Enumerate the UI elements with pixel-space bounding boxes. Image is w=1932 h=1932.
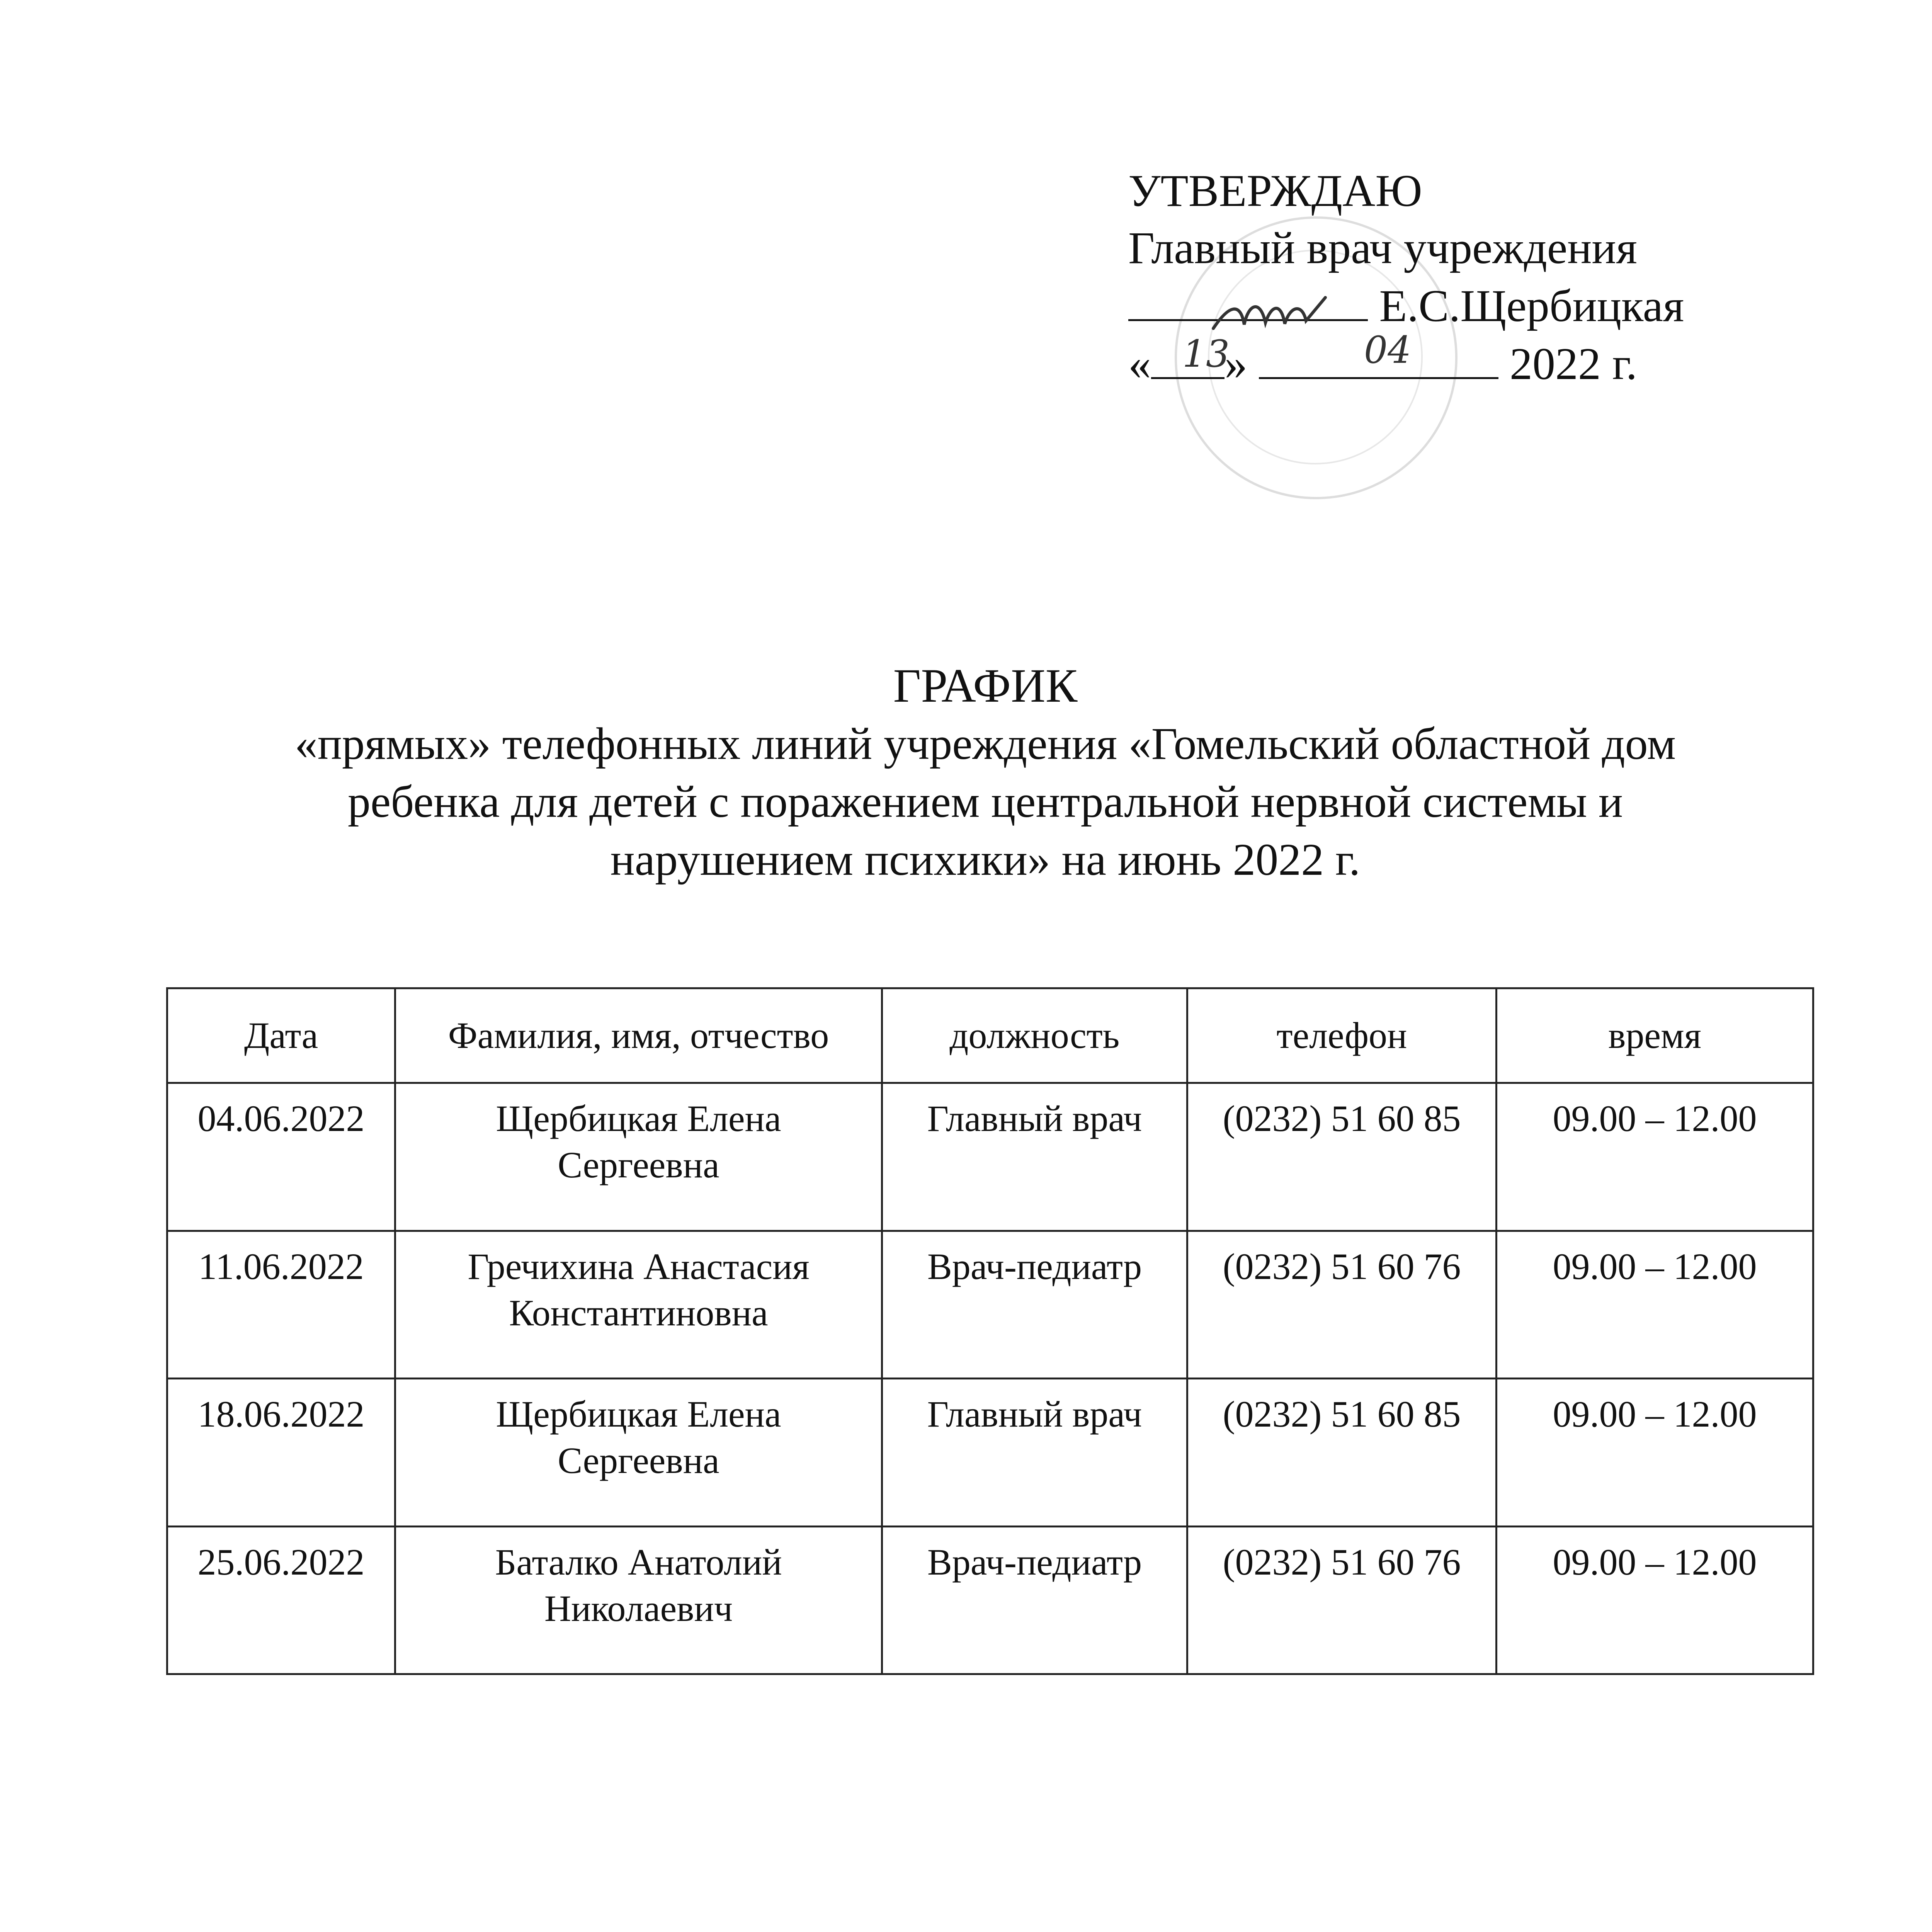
document-title [232, 657, 1739, 889]
name-line-2: Николаевич [544, 1587, 733, 1629]
name-line-2: Константиновна [509, 1292, 768, 1333]
cell-name [395, 1379, 882, 1527]
table-row [167, 1083, 1813, 1231]
cell-name [395, 1083, 882, 1231]
name-line-1: Щербицкая Елена [496, 1393, 781, 1435]
table-row [167, 1379, 1813, 1527]
header-date: Дата [167, 988, 395, 1083]
cell-time: 09.00 – 12.00 [1497, 1526, 1813, 1674]
cell-phone: (0232) 51 60 76 [1187, 1231, 1497, 1379]
cell-time: 09.00 – 12.00 [1497, 1231, 1813, 1379]
cell-position: Врач-педиатр [882, 1526, 1187, 1674]
title-line-2: «прямых» телефонных линий учреждения «Гомельский областной дом [294, 718, 1676, 769]
header-name: Фамилия, имя, отчество [395, 988, 882, 1083]
table-header-row [167, 988, 1813, 1083]
name-line-1: Баталко Анатолий [495, 1541, 782, 1583]
cell-name [395, 1231, 882, 1379]
cell-phone: (0232) 51 60 85 [1187, 1083, 1497, 1231]
cell-date: 18.06.2022 [167, 1379, 395, 1527]
cell-position: Главный врач [882, 1083, 1187, 1231]
title-heading: ГРАФИК [893, 659, 1078, 712]
cell-time: 09.00 – 12.00 [1497, 1379, 1813, 1527]
approval-heading: УТВЕРЖДАЮ [1128, 165, 1422, 216]
cell-position: Главный врач [882, 1379, 1187, 1527]
date-quote-open: « [1128, 338, 1151, 389]
name-line-1: Щербицкая Елена [496, 1098, 781, 1139]
cell-date: 25.06.2022 [167, 1526, 395, 1674]
approval-year: 2022 г. [1510, 338, 1638, 389]
header-phone: телефон [1187, 988, 1497, 1083]
header-time: время [1497, 988, 1813, 1083]
cell-time: 09.00 – 12.00 [1497, 1083, 1813, 1231]
header-position: должность [882, 988, 1187, 1083]
cell-date: 11.06.2022 [167, 1231, 395, 1379]
table-row [167, 1526, 1813, 1674]
cell-phone: (0232) 51 60 85 [1187, 1379, 1497, 1527]
handwritten-day: 13 [1182, 332, 1230, 376]
cell-position: Врач-педиатр [882, 1231, 1187, 1379]
schedule-table [166, 987, 1814, 1675]
title-line-3: ребенка для детей с поражением центральной нервной системы и [347, 776, 1623, 827]
title-line-4: нарушением психики» на июнь 2022 г. [610, 834, 1361, 885]
name-line-2: Сергеевна [558, 1144, 719, 1185]
cell-date: 04.06.2022 [167, 1083, 395, 1231]
name-line-1: Гречихина Анастасия [468, 1245, 810, 1287]
table-row [167, 1231, 1813, 1379]
name-line-2: Сергеевна [558, 1440, 719, 1481]
approval-signatory: Е.С.Щербицкая [1379, 281, 1684, 331]
cell-phone: (0232) 51 60 76 [1187, 1526, 1497, 1674]
cell-name [395, 1526, 882, 1674]
approval-position: Главный врач учреждения [1128, 223, 1637, 273]
handwritten-month: 04 [1364, 328, 1412, 372]
date-quote-close: » [1225, 338, 1247, 389]
